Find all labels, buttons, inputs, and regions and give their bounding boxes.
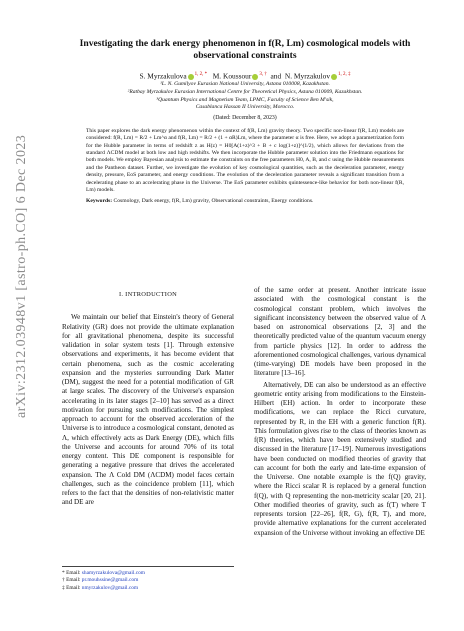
footnote	[62, 570, 234, 577]
body-paragraph: Alternatively, DE can also be understood as an effective geometric entity arising from modifications to the Einstein-Hilbert (EH) action. In order to incorporate these modifications, we can replace the Ricci curvature, represented by R, in the EH with a generic function f(R). This formulation gives rise to the class of theories known as f(R) theories, which have been extensively studied and discussed in the literature [17–19]. Numerous investigations have been conducted on modified theories of gravity that can account for both the early and late-time expansion of the Universe. One notable example is the f(Q) gravity, where the Ricci scalar R is replaced by a general function f(Q), with Q representing the non-metricity scalar [20, 21]. Other modified theories of gravity, such as f(T) where T represents torsion [22–26], f(R, G), f(R, T), and more, provide alternative explanations for the current accelerated expansion of the Universe without invoking an effective DE	[254, 380, 426, 537]
author-list: S. Myrzakulova $^{1, 2, *}$ M. Koussour $^{3, \dagger}$ and N. Myrzakulov $^{1, 2, \ddagger}$	[139, 71, 351, 81]
author-name: N. Myrzakulov	[284, 71, 331, 81]
author-affil-mark: 3, †	[259, 72, 267, 77]
keywords-text: Cosmology, Dark energy, f(R, Lm) gravity, Observational constraints, Energy conditions.	[113, 197, 314, 204]
abstract-text: This paper explores the dark energy phenomenon within the context of f(R, Lm) gravity theory. Two specific non-linear f(R, Lm) models are considered: f(R, Lm) = R/2 + Lm^α and f(R, Lm) = R/2 + (1 + αR)Lm, where the parameter α is free. Here, we adopt a parametrization form for the Hubble parameter in terms of redshift z as H(z) = H0[A(1+z)^3 + B + c log(1+z)]^(1/2), which allows for deviations from the standard ΛCDM model at both low and high redshifts. We then incorporate the Hubble parameter solution into the Friedmann equations for both models. We employ Bayesian analysis to estimate the constraints on the free parameters H0, A, B, and c using the Hubble measurements and the Pantheon dataset. Further, we investigate the evolution of key cosmological quantities, such as the deceleration parameter, energy density, pressure, EoS parameter, and energy conditions. The evolution of the deceleration parameter reveals a significant transition from a decelerating phase to an accelerating phase in the Universe. The EoS parameter exhibits quintessence-like behavior for both non-linear f(R, Lm) models.	[86, 127, 404, 194]
paper-page	[62, 38, 428, 591]
orcid-icon[interactable]	[252, 74, 258, 80]
body-paragraph: of the same order at present. Another intricate issue associated with the cosmological constant is the cosmological constant problem, which involves the significant inconsistency between the observed value of Λ based on astronomical observations [2, 3] and the theoretically predicted value of the quantum vacuum energy from particle physics [12]. In order to address the aforementioned cosmological challenges, various dynamical (time-varying) DE models have been proposed in the literature [13–16].	[254, 286, 426, 378]
left-column	[62, 286, 234, 591]
section-heading: I. INTRODUCTION	[118, 291, 178, 298]
keywords-line	[86, 198, 404, 205]
body-paragraph: We maintain our belief that Einstein's theory of General Relativity (GR) does not provide the ultimate explanation for all gravitational phenomena, despite its successful validation in solar system tests [1]. Through extensive observations and experiments, it has become evident that certain phenomena, such as the cosmic accelerating expansion and the mysteries surrounding Dark Matter (DM), suggest the need for a potential modification of GR at large scales. The discovery of the Universe's expansion accelerating in its later stages [2–10] has served as a direct motivation for pursuing such modifications. The simplest approach to account for the observed acceleration of the Universe is to introduce a cosmological constant, denoted as Λ, which effectively acts as Dark Energy (DE), which fills the Universe and accounts for around 70% of its total energy content. This DE component is responsible for generating a negative pressure that drives the accelerated expansion. The Λ Cold DM (ΛCDM) model faces certain challenges, such as the coincidence problem [11], which refers to the fact that the densities of non-relativistic matter and DE are	[62, 313, 234, 507]
affiliation-line: ²Ratbay Myrzakulov Eurasian International Centre for Theoretical Physics, Astana 010009, Kazakhstan.	[127, 89, 363, 96]
affiliations	[62, 81, 428, 111]
author-name: M. Koussour	[212, 71, 252, 81]
author-affil-mark: 1, 2, ‡	[338, 72, 351, 77]
affiliation-line: Casablanca Hassan II University, Morocco.	[195, 104, 295, 111]
two-column-body	[62, 286, 428, 631]
email-link[interactable]: shamyrzakulova@gmail.com	[81, 570, 145, 576]
email-link[interactable]: pr.mouhssine@gmail.com	[81, 577, 139, 584]
footnote-label: Email:	[66, 584, 81, 591]
right-column	[254, 286, 426, 538]
footnote-mark: †	[62, 577, 65, 584]
date-line: (Dated: December 8, 2023)	[213, 114, 277, 121]
footnote-label: Email:	[66, 570, 81, 576]
title-line-2: observational constraints	[193, 50, 297, 61]
footnote	[62, 577, 234, 584]
orcid-icon[interactable]	[188, 74, 194, 80]
orcid-icon[interactable]	[331, 74, 337, 80]
email-link[interactable]: nmyrzakulov@gmail.com	[81, 584, 139, 591]
title-line-1: Investigating the dark energy phenomenon in f(R, Lm) cosmological models with	[79, 38, 411, 49]
author-name: S. Myrzakulova	[139, 71, 187, 81]
keywords-label: Keywords:	[86, 197, 113, 204]
paper-title	[62, 38, 428, 62]
footnote-label: Email:	[66, 577, 81, 584]
footnote	[62, 585, 234, 592]
affiliation-line: ³Quantum Physics and Magnetism Team, LPMC, Faculty of Science Ben M'sik,	[156, 96, 334, 103]
footnote-mark: ‡	[62, 584, 65, 591]
author-affil-mark: 1, 2, *	[194, 72, 208, 77]
footnote-mark: *	[62, 570, 65, 576]
arxiv-identifier-stamp: arXiv:2312.03948v1 [astro-ph.CO] 6 Dec 2023	[14, 134, 29, 418]
footnotes	[62, 566, 234, 592]
affiliation-line: ¹L. N. Gumilyov Eurasian National University, Astana 010008, Kazakhstan.	[160, 81, 330, 88]
